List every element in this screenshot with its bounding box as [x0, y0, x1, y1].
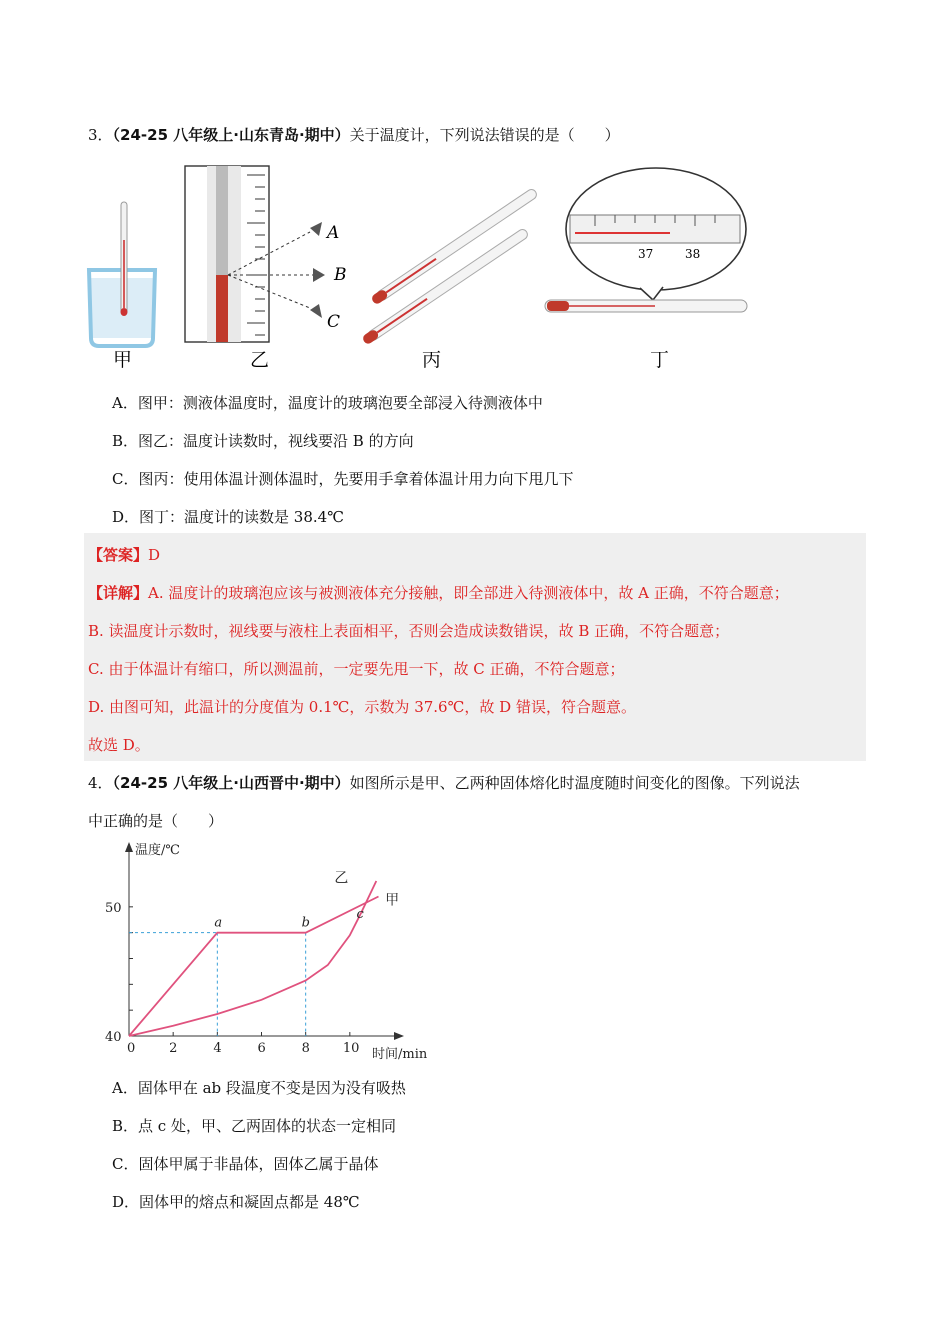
series-label-jia: 甲	[385, 892, 400, 909]
detail-line-2: B. 读温度计示数时，视线要与液柱上表面相平，否则会造成读数错误，故 B 正确，不符合题意；	[88, 622, 730, 640]
label-bing: 丙	[422, 349, 442, 371]
series-line-jia	[129, 897, 379, 1037]
series-line-yi	[129, 881, 376, 1036]
y-tick-label: 50	[105, 900, 122, 916]
x-tick-label: 6	[257, 1041, 266, 1056]
q3-stem-line	[88, 124, 620, 145]
magnified-thermometer	[545, 168, 747, 312]
clinical-thermometers	[361, 188, 538, 346]
y-axis-label: 温度/℃	[135, 843, 180, 858]
answer-box	[84, 533, 866, 761]
y-axis-arrow-icon	[125, 842, 133, 852]
q3-number: 3．	[88, 126, 113, 144]
detail-text-a: A. 温度计的玻璃泡应该与被测液体充分接触，即全部进入待测液体中，故 A 正确，不符合题意；	[148, 584, 789, 602]
beaker-figure	[89, 202, 155, 346]
series-label-yi: 乙	[334, 870, 349, 887]
detail-tag: 【详解】	[88, 584, 149, 602]
q4-option-c: C．固体甲属于非晶体，固体乙属于晶体	[112, 1155, 379, 1173]
eye-label-a: A	[327, 223, 340, 243]
label-yi: 乙	[250, 349, 270, 371]
q4-option-a: A．固体甲在 ab 段温度不变是因为没有吸热	[112, 1079, 406, 1097]
q4-source: （24-25 八年级上·山西晋中·期中）	[112, 774, 350, 792]
x-tick-label: 0	[127, 1041, 136, 1056]
q4-chart	[100, 838, 445, 1068]
q4-stem-line-2: 中正确的是（ ）	[88, 812, 224, 830]
eye-b-icon	[313, 268, 325, 282]
thermo-label-37: 37	[638, 247, 654, 261]
q3-option-a: A．图甲：测液体温度时，温度计的玻璃泡要全部浸入待测液体中	[112, 394, 543, 412]
q4-stem-1: 如图所示是甲、乙两种固体熔化时温度随时间变化的图像。下列说法	[349, 774, 800, 792]
detail-line-4: D. 由图可知，此温计的分度值为 0.1℃，示数为 37.6℃，故 D 错误，符合题意。	[88, 698, 636, 716]
q4-option-d: D．固体甲的熔点和凝固点都是 48℃	[112, 1193, 360, 1211]
thermo-label-38: 38	[685, 247, 701, 261]
x-tick-label: 10	[342, 1041, 360, 1056]
point-label-a: a	[214, 915, 223, 931]
x-tick-label: 2	[169, 1041, 178, 1056]
q3-stem: 关于温度计，下列说法错误的是（ ）	[349, 126, 620, 144]
x-axis-label: 时间/min	[372, 1047, 428, 1062]
q3-figure	[85, 160, 765, 375]
point-label-b: b	[301, 915, 310, 931]
answer-tag: 【答案】	[88, 546, 149, 564]
eye-a-icon	[310, 222, 322, 236]
eye-label-c: C	[327, 312, 341, 332]
q4-option-b: B．点 c 处，甲、乙两固体的状态一定相同	[112, 1117, 396, 1135]
closeup-thermometer	[185, 166, 325, 342]
q3-source: （24-25 八年级上·山东青岛·期中）	[112, 126, 350, 144]
x-tick-label: 4	[213, 1041, 222, 1056]
detail-line-5: 故选 D。	[88, 736, 150, 754]
answer-line	[88, 544, 160, 565]
q4-number: 4．	[88, 774, 113, 792]
answer-value: D	[148, 546, 161, 564]
eye-label-b: B	[334, 265, 347, 285]
detail-line-1	[88, 582, 789, 603]
y-tick-label: 40	[105, 1030, 122, 1045]
eye-c-icon	[310, 304, 322, 318]
point-label-c: c	[356, 906, 364, 922]
x-axis-arrow-icon	[394, 1032, 404, 1040]
q3-option-c: C．图丙：使用体温计测体温时，先要用手拿着体温计用力向下甩几下	[112, 470, 574, 488]
q4-stem-line	[88, 772, 800, 793]
q3-option-d: D．图丁：温度计的读数是 38.4℃	[112, 508, 344, 526]
x-tick-label: 8	[301, 1041, 310, 1056]
detail-line-3: C. 由于体温计有缩口，所以测温前，一定要先甩一下，故 C 正确，不符合题意；	[88, 660, 625, 678]
q3-option-b: B．图乙：温度计读数时，视线要沿 B 的方向	[112, 432, 414, 450]
label-jia: 甲	[113, 349, 133, 371]
label-ding: 丁	[650, 349, 670, 371]
